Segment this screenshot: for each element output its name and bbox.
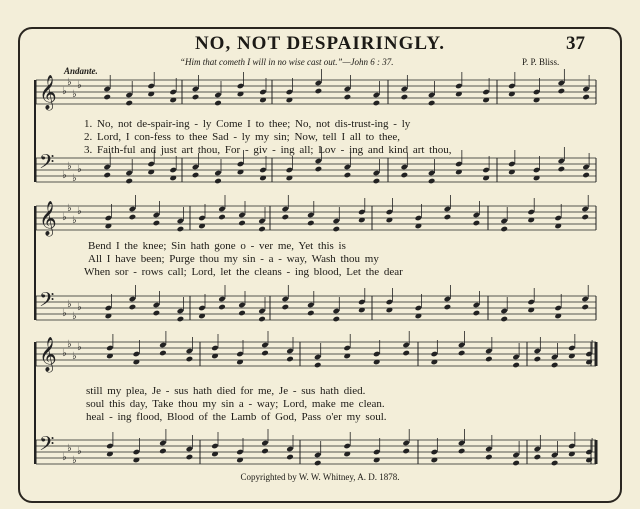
note-head <box>428 100 436 107</box>
flat-sign: ♭ <box>77 446 82 457</box>
note-head <box>314 362 322 369</box>
note-head <box>282 214 290 221</box>
flat-sign: ♭ <box>62 452 67 463</box>
bass-clef: 𝄢 <box>39 432 55 460</box>
note-head <box>558 88 566 95</box>
note-head <box>512 362 520 369</box>
lyric-line: Bend I the knee; Sin hath gone o - ver me, Yet this is <box>88 240 346 252</box>
note-head <box>103 172 111 179</box>
note-head <box>344 94 352 101</box>
flat-sign: ♭ <box>62 348 67 359</box>
note-head <box>261 350 269 357</box>
note-head <box>159 448 167 455</box>
note-head <box>581 304 589 311</box>
flat-sign: ♭ <box>72 351 77 362</box>
flat-sign: ♭ <box>62 308 67 319</box>
note-head <box>402 448 410 455</box>
note-head <box>218 304 226 311</box>
note-head <box>186 454 194 461</box>
note-head <box>238 310 246 317</box>
note-head <box>125 178 133 185</box>
flat-sign: ♭ <box>77 164 82 175</box>
note-head <box>444 214 452 221</box>
bass-clef: 𝄢 <box>39 288 55 316</box>
flat-sign: ♭ <box>77 80 82 91</box>
lyric-line: soul this day, Take thou my sin a - way; Lord, make me clean. <box>86 398 385 410</box>
lyric-line: When sor - rows call; Lord, let the cleans - ing blood, Let the dear <box>84 266 403 278</box>
flat-sign: ♭ <box>67 203 72 214</box>
treble-clef: 𝄞 <box>39 75 57 110</box>
lyric-line: 3. Faith-ful and just art thou, For - giv - ing all; Lov - ing and kind art thou, <box>84 144 452 156</box>
flat-sign: ♭ <box>72 89 77 100</box>
note-head <box>485 356 493 363</box>
tempo-marking: Andante. <box>64 66 98 76</box>
note-head <box>473 220 481 227</box>
note-head <box>214 178 222 185</box>
note-head <box>500 226 508 233</box>
note-head <box>401 172 409 179</box>
note-head <box>258 226 266 233</box>
note-head <box>458 350 466 357</box>
flat-sign: ♭ <box>67 443 72 454</box>
note-head <box>286 356 294 363</box>
note-head <box>558 166 566 173</box>
note-head <box>315 166 323 173</box>
note-head <box>307 310 315 317</box>
flat-sign: ♭ <box>67 339 72 350</box>
note-head <box>218 214 226 221</box>
note-head <box>214 100 222 107</box>
note-head <box>344 172 352 179</box>
note-head <box>373 100 381 107</box>
note-head <box>428 178 436 185</box>
note-head <box>186 356 194 363</box>
note-head <box>177 226 185 233</box>
flat-sign: ♭ <box>67 77 72 88</box>
note-head <box>401 94 409 101</box>
note-head <box>177 316 185 323</box>
flat-sign: ♭ <box>72 311 77 322</box>
note-head <box>581 214 589 221</box>
note-head <box>153 220 161 227</box>
note-head <box>129 304 137 311</box>
note-head <box>315 88 323 95</box>
note-head <box>261 448 269 455</box>
lyric-line: heal - ing flood, Blood of the Lamb of God, Pass o'er my soul. <box>86 411 387 423</box>
note-head <box>286 454 294 461</box>
note-head <box>473 310 481 317</box>
treble-clef: 𝄞 <box>39 201 57 236</box>
flat-sign: ♭ <box>72 455 77 466</box>
lyric-line: 2. Lord, I con-fess to thee Sad - ly my sin; Now, tell I all to thee, <box>84 131 401 143</box>
page-number: 37 <box>566 33 585 54</box>
note-head <box>551 362 559 369</box>
scripture-reference: “Him that cometh I will in no wise cast out.”—John 6 : 37. <box>180 57 394 67</box>
note-head <box>458 448 466 455</box>
flat-sign: ♭ <box>62 86 67 97</box>
note-head <box>485 454 493 461</box>
note-head <box>551 460 559 467</box>
hymn-title: NO, NOT DESPAIRINGLY. <box>194 33 446 54</box>
note-head <box>314 460 322 467</box>
note-head <box>192 172 200 179</box>
note-head <box>307 220 315 227</box>
note-head <box>153 310 161 317</box>
note-head <box>534 454 542 461</box>
flat-sign: ♭ <box>67 299 72 310</box>
note-head <box>192 94 200 101</box>
note-head <box>582 94 590 101</box>
flat-sign: ♭ <box>67 161 72 172</box>
note-head <box>333 316 341 323</box>
note-head <box>333 226 341 233</box>
lyric-line: 1. No, not de-spair-ing - ly Come I to thee; No, not dis-trust-ing - ly <box>84 118 411 130</box>
note-head <box>500 316 508 323</box>
flat-sign: ♭ <box>77 206 82 217</box>
note-head <box>103 94 111 101</box>
note-head <box>282 304 290 311</box>
flat-sign: ♭ <box>77 302 82 313</box>
note-head <box>534 356 542 363</box>
lyric-line: still my plea, Je - sus hath died for me, Je - sus hath died. <box>86 385 366 397</box>
bass-clef: 𝄢 <box>39 150 55 178</box>
lyric-line: All I have been; Purge thou my sin - a - way, Wash thou my <box>88 253 379 265</box>
note-head <box>402 350 410 357</box>
note-head <box>373 178 381 185</box>
note-head <box>129 214 137 221</box>
flat-sign: ♭ <box>62 212 67 223</box>
note-head <box>582 172 590 179</box>
flat-sign: ♭ <box>62 170 67 181</box>
composer-credit: P. P. Bliss. <box>522 57 560 67</box>
note-head <box>125 100 133 107</box>
note-head <box>444 304 452 311</box>
note-head <box>258 316 266 323</box>
treble-clef: 𝄞 <box>39 337 57 372</box>
copyright-notice: Copyrighted by W. W. Whitney, A. D. 1878. <box>240 472 400 482</box>
note-head <box>512 460 520 467</box>
flat-sign: ♭ <box>72 173 77 184</box>
note-head <box>159 350 167 357</box>
note-head <box>238 220 246 227</box>
flat-sign: ♭ <box>72 215 77 226</box>
flat-sign: ♭ <box>77 342 82 353</box>
